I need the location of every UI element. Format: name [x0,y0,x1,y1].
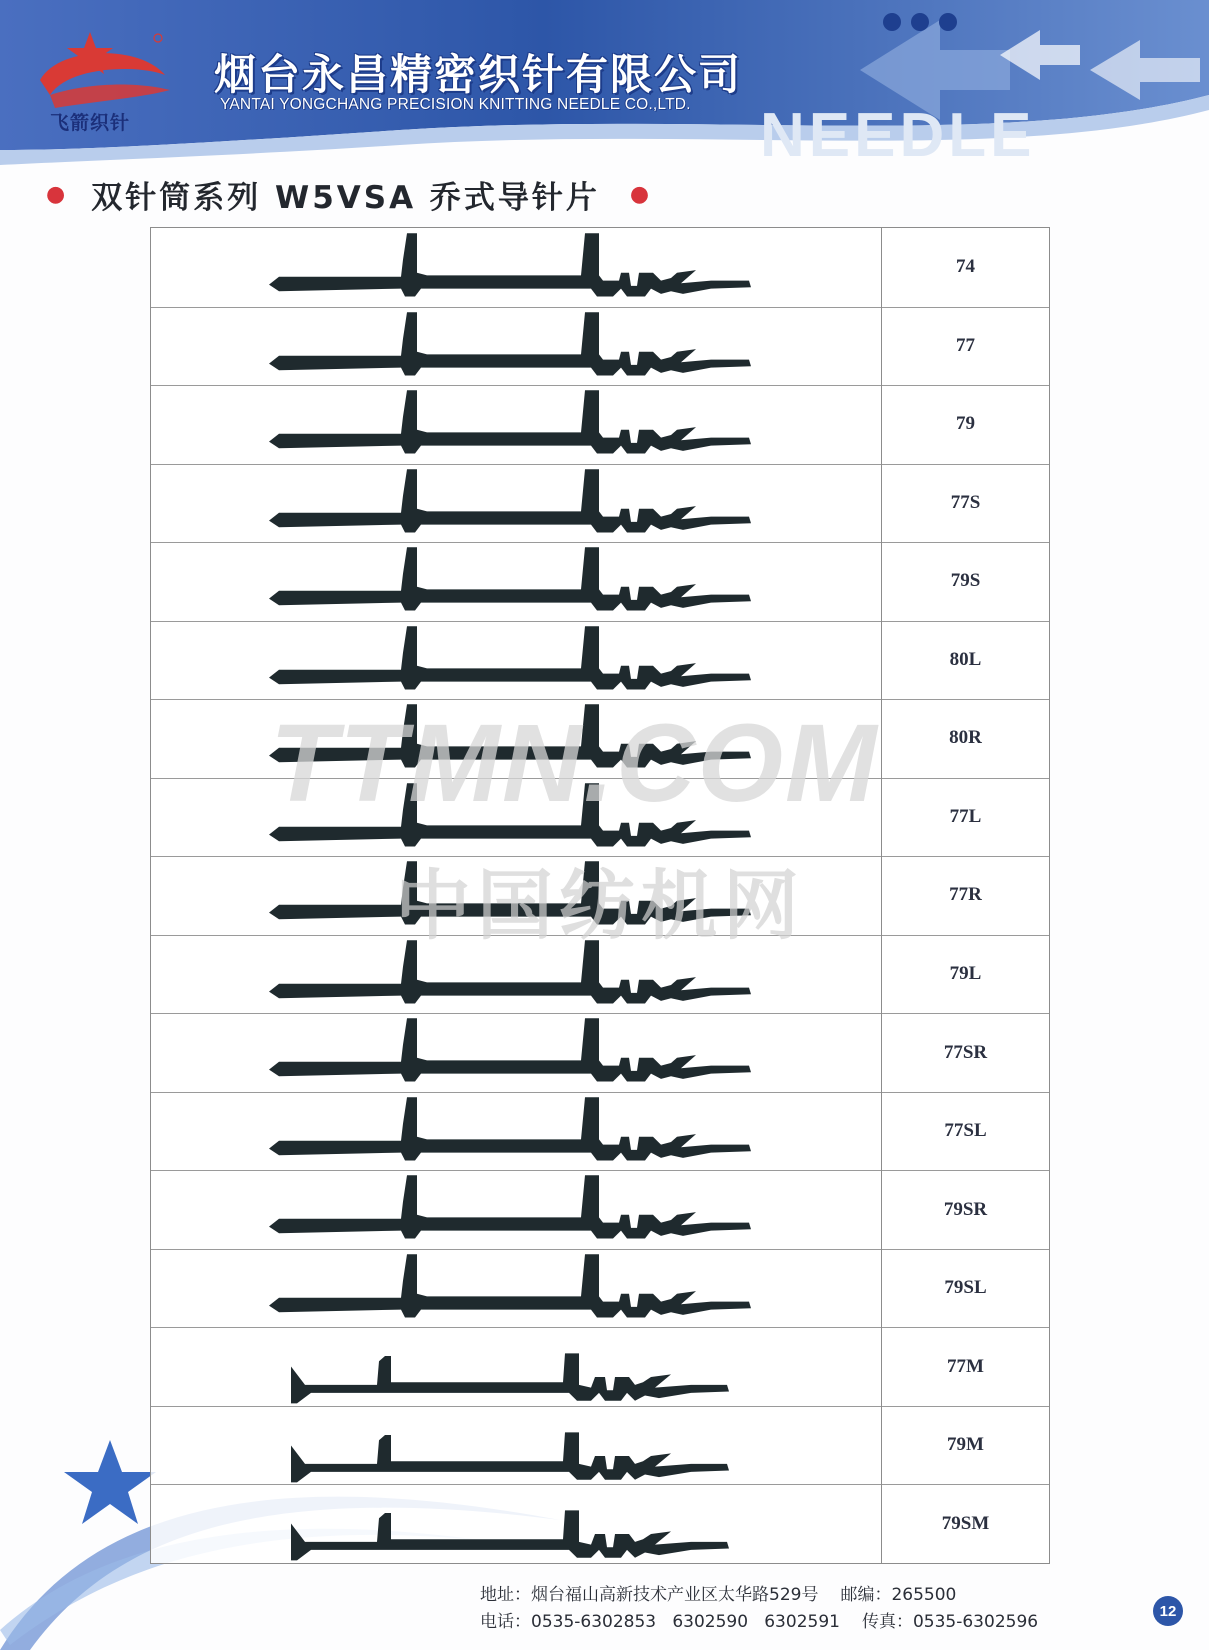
product-row [151,1484,1049,1563]
product-row [151,464,1049,544]
product-code: 77L [949,805,982,827]
product-code: 79S [950,570,981,592]
product-row [151,1249,1049,1329]
needle-jack-drawing [151,1249,881,1328]
product-image-cell [151,307,882,386]
company-name-cn: 烟台永昌精密织针有限公司 [214,50,743,99]
fax-label: 传真： [861,1612,913,1632]
bullet-icon: ● [46,181,66,207]
product-code: 77SL [944,1120,987,1142]
product-row [151,1406,1049,1486]
watermark-cn: 中国纺机网 [395,861,805,950]
product-row [151,542,1049,622]
header-banner [0,0,1209,175]
needle-jack-drawing [151,385,881,464]
page-title [46,172,649,216]
product-image-cell [151,464,882,543]
needle-jack-drawing [151,1406,881,1485]
product-row [151,307,1049,387]
product-image-cell [151,542,882,621]
watermark-en: TTMN.COM [270,702,879,825]
product-code: 80R [949,727,982,749]
product-image-cell [151,228,882,307]
product-image-cell [151,385,882,464]
phones: 0535-6302853 6302590 6302591 [531,1612,840,1632]
footer-line-2 [480,1609,1038,1636]
needle-jack-drawing [151,1013,881,1092]
needle-decor-word: NEEDLE [760,101,1036,170]
product-code: 74 [956,256,975,278]
product-code: 80L [949,648,982,670]
product-image-cell [151,1406,882,1485]
product-image-cell [151,621,882,700]
product-code: 79SL [944,1277,987,1299]
bullet-icon: ● [629,181,650,207]
product-row [151,385,1049,465]
product-row [151,1013,1049,1093]
footer-line-1 [480,1582,1038,1609]
address-label: 地址： [480,1585,531,1605]
product-code: 79 [956,413,975,435]
company-name-en: YANTAI YONGCHANG PRECISION KNITTING NEEDLE CO.,LTD. [220,96,691,113]
product-image-cell [151,1170,882,1249]
product-image-cell [151,1484,882,1563]
product-code: 79M [947,1434,984,1456]
needle-jack-drawing [151,1170,881,1249]
page-title-text: 双针筒系列 W5VSA 乔式导针片 [91,179,600,216]
product-code: 79L [949,963,982,984]
product-code: 77S [950,491,981,513]
product-image-cell [151,1327,882,1406]
product-row [151,1327,1049,1407]
decorative-dots [880,10,970,34]
product-row [151,1170,1049,1250]
needle-jack-drawing [151,1092,881,1171]
needle-jack-drawing [151,621,881,700]
product-code: 79SM [941,1512,990,1534]
product-row [151,1092,1049,1172]
product-image-cell [151,1092,882,1171]
fax: 0535-6302596 [912,1612,1039,1632]
product-code: 77R [949,884,982,906]
product-code: 77M [947,1355,984,1377]
postcode: 265500 [891,1585,957,1605]
footer-contact [480,1582,1038,1636]
product-code: 77SR [943,1041,988,1063]
product-image-cell [151,1013,882,1092]
needle-jack-drawing [151,1327,881,1406]
needle-jack-drawing [151,1484,881,1563]
logo-text: 飞箭织针 [50,112,131,134]
phone-label: 电话： [480,1612,531,1632]
needle-jack-drawing [151,542,881,621]
address: 烟台福山高新技术产业区太华路529号 [531,1585,819,1605]
postcode-label: 邮编： [840,1585,892,1605]
product-code: 79SR [943,1198,988,1220]
product-row [151,621,1049,701]
needle-jack-drawing [151,464,881,543]
page-number: 12 [1153,1596,1183,1626]
product-code: 77 [956,334,975,356]
product-row [151,228,1049,308]
product-image-cell [151,1249,882,1328]
needle-jack-drawing [151,228,881,307]
needle-jack-drawing [151,307,881,386]
